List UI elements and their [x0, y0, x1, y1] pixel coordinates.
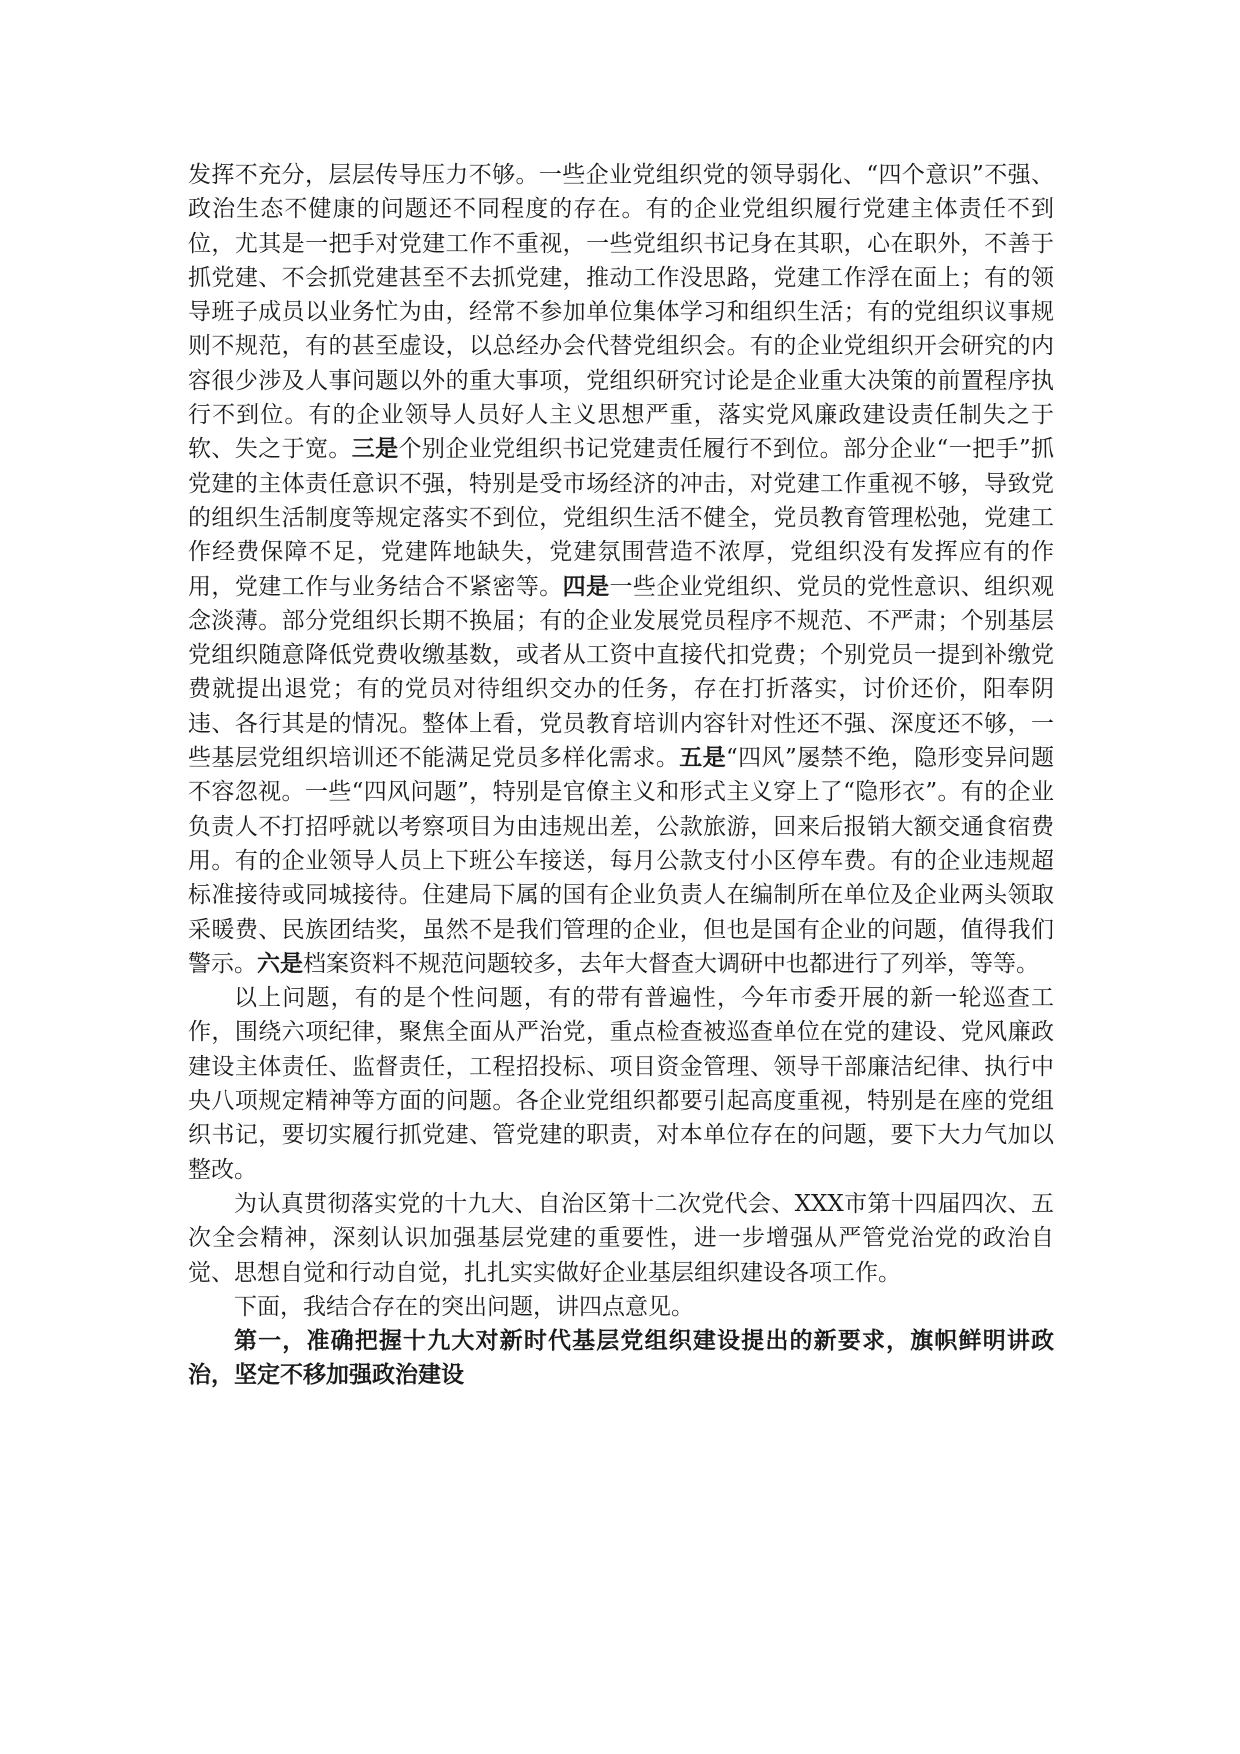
paragraph-implementation: 为认真贯彻落实党的十九大、自治区第十二次党代会、XXX市第十四届四次、五次全会精神，深刻认识加强基层党建的重要性，进一步增强从严管党治党的政治自觉、思想自觉和行动自觉，扎扎实实做好企业基层组织建设各项工作。 [188, 1190, 1054, 1286]
text-run: 发挥不充分，层层传导压力不够。一些企业党组织党的领导弱化、“四个意识”不强、政治生态不健康的问题还不同程度的存在。有的企业党组织履行党建主体责任不到位，尤其是一把手对党建工作不重视，一些党组织书记身在其职，心在职外，不善于抓党建、不会抓党建甚至不去抓党建，推动工作没思路，党建工作浮在面上；有的领导班子成员以业务忙为由，经常不参加单位集体学习和组织生活；有的党组织议事规则不规范，有的甚至虚设，以总经办会代替党组织会。有的企业党组织开会研究的内容很少涉及人事问题以外的重大事项，党组织研究讨论是企业重大决策的前置程序执行不到位。有的企业领导人员好人主义思想严重，落实党风廉政建设责任制失之于软、失之于宽。 [188, 162, 1054, 463]
enumeration-marker: 三是 [351, 435, 399, 463]
paragraph-problems [188, 158, 1054, 981]
paragraph-intro: 下面，我结合存在的突出问题，讲四点意见。 [234, 1293, 694, 1320]
text-run: 一些企业党组织、党员的党性意识、组织观念淡薄。部分党组织长期不换届；有的企业发展党员程序不规范、不严肃；个别基层党组织随意降低党费收缴基数，或者从工资中直接代扣党费；个别党员一提到补缴党费就提出退党；有的党员对待组织交办的任务，存在打折落实，讨价还价，阳奉阴违、各行其是的情况。整体上看，党员教育培训内容针对性还不强、深度还不够，一些基层党组织培训还不能满足党员多样化需求。 [188, 573, 1055, 772]
text-run: 个别企业党组织书记党建责任履行不到位。部分企业“一把手”抓党建的主体责任意识不强，特别是受市场经济的冲击，对党建工作重视不够，导致党的组织生活制度等规定落实不到位，党组织生活不健全，党员教育管理松弛，党建工作经费保障不足，党建阵地缺失，党建氛围营造不浓厚，党组织没有发挥应有的作用，党建工作与业务结合不紧密等。 [188, 436, 1055, 600]
enumeration-marker: 五是 [679, 744, 727, 772]
enumeration-marker: 六是 [257, 949, 303, 977]
enumeration-marker: 四是 [562, 572, 610, 600]
paragraph-summary: 以上问题，有的是个性问题，有的带有普遍性，今年市委开展的新一轮巡查工作，围绕六项纪律，聚焦全面从严治党，重点检查被巡查单位在党的建设、党风廉政建设主体责任、监督责任，工程招投标、项目资金管理、领导干部廉洁纪律、执行中央八项规定精神等方面的问题。各企业党组织都要引起高度重视，特别是在座的党组织书记，要切实履行抓党建、管党建的职责，对本单位存在的问题，要下大力气加以整改。 [188, 985, 1054, 1183]
section-heading: 第一，准确把握十九大对新时代基层党组织建设提出的新要求，旗帜鲜明讲政治，坚定不移加强政治建设 [188, 1327, 1054, 1389]
text-run: “四风”屡禁不绝，隐形变异问题不容忽视。一些“四风问题”，特别是官僚主义和形式主义穿上了“隐形衣”。有的企业负责人不打招呼就以考察项目为由违规出差，公款旅游，回来后报销大额交通食宿费用。有的企业领导人员上下班公车接送，每月公款支付小区停车费。有的企业违规超标准接待或同城接待。住建局下属的国有企业负责人在编制所在单位及企业两头领取采暖费、民族团结奖，虽然不是我们管理的企业，但也是国有企业的问题，值得我们警示。 [188, 745, 1055, 977]
document-page [188, 158, 1054, 1393]
text-run: 档案资料不规范问题较多，去年大督查大调研中也都进行了列举，等等。 [303, 950, 1039, 977]
